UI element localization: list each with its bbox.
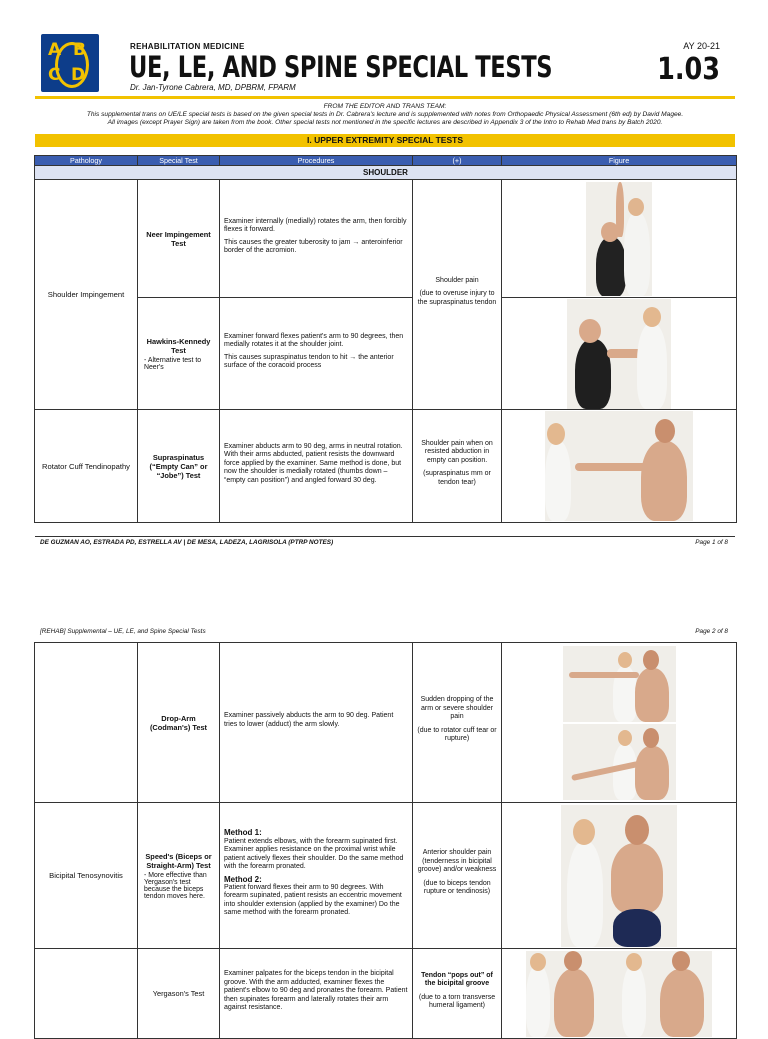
test-cell (138, 949, 220, 1039)
test-name: Speed's (Biceps or Straight-Arm) Test (145, 851, 212, 870)
pathology-cell (35, 949, 138, 1039)
positive-text: Sudden dropping of the arm or severe shoulder pain (420, 696, 494, 721)
running-header-right: Page 2 of 8 (695, 628, 728, 635)
drop-arm-photo-b (563, 724, 676, 800)
table-header-row (35, 156, 737, 166)
procedure-cell (220, 298, 413, 410)
procedure-text: Patient forward flexes their arm to 90 degrees. With forearm supinated, patient resists an eccentric movement into shoulder extension (applied by the examiner) Do the same method with the forearm pronated. (224, 883, 402, 917)
editor-line-1: This supplemental trans on UE/LE special tests is based on the given special tests in Dr. Cabrera's lecture and is supplemented with notes from Orthopaedic Physical Assessment (6th ed) by David Magee. (86, 111, 684, 118)
footer-page: Page 1 of 8 (695, 539, 728, 546)
test-cell (138, 298, 220, 410)
method-2-title: Method 2: (224, 874, 262, 884)
positive-text: (due to biceps tendon rupture or tendinosis) (423, 879, 491, 896)
col-header-procedures: Procedures (220, 156, 413, 166)
page-gap (0, 556, 768, 618)
test-name: Hawkins-Kennedy Test (146, 336, 211, 355)
hawkins-test-photo (567, 299, 671, 409)
procedure-cell (220, 643, 413, 803)
footer-divider (35, 536, 735, 537)
logo-letter: C (48, 65, 61, 85)
author-line: Dr. Jan-Tyrone Cabrera, MD, DPBRM, FPARM (130, 83, 296, 92)
positive-text: Shoulder pain when on resisted abduction in empty can position. (421, 439, 493, 464)
col-header-positive: (+) (413, 156, 502, 166)
procedure-text: Examiner internally (medially) rotates the arm, then forcibly flexes it forward. (224, 217, 407, 234)
test-name: Neer Impingement Test (146, 229, 211, 248)
procedure-text: Examiner palpates for the biceps tendon in the bicipital groove. With the arm adducted, examiner flexes the patient's elbow to 90 deg and pronates the forearm. Patient then supinates forearm and laterally rotates their arm against resistance. (224, 970, 408, 1012)
positive-cell (413, 410, 502, 523)
figure-cell (502, 803, 737, 949)
positive-text: Shoulder pain (435, 276, 479, 284)
col-header-figure: Figure (502, 156, 737, 166)
test-name: Yergason's Test (152, 989, 205, 998)
test-note: - Alternative test to Neer's (144, 356, 202, 371)
positive-cell (413, 180, 502, 410)
footer-authors: DE GUZMAN AO, ESTRADA PD, ESTRELLA AV | DE MESA, LADEZA, LAGRISOLA (PTRP NOTES) (40, 539, 334, 546)
positive-text: (supraspinatus mm or tendon tear) (423, 470, 491, 486)
header-divider (35, 96, 735, 99)
procedure-text: This causes supraspinatus tendon to hit → the anterior surface of the coracoid process (224, 353, 394, 369)
procedure-cell (220, 410, 413, 523)
positive-text: Tendon “pops out” of the bicipital groove (421, 971, 493, 988)
test-name: Supraspinatus (“Empty Can” or “Jobe”) Test (149, 452, 208, 480)
test-cell (138, 180, 220, 298)
editor-line-2: All images (except Prayer Sign) are taken from the book. Other special tests not mentioned in the specific lectures are described in Appendix 3 of the Intro to Rehab Med trans by Batch 2020. (107, 119, 663, 126)
figure-cell (502, 298, 737, 410)
procedure-text: Examiner passively abducts the arm to 90 deg. Patient tries to lower (adduct) the arm slowly. (224, 712, 394, 728)
empty-can-test-photo (545, 411, 693, 521)
shoulder-subheader (35, 166, 737, 180)
pathology-cell: Rotator Cuff Tendinopathy (35, 410, 138, 523)
col-header-pathology: Pathology (35, 156, 138, 166)
logo-letter: A (48, 40, 62, 60)
procedure-cell (220, 803, 413, 949)
positive-text: Anterior shoulder pain (tenderness in bicipital groove) and/or weakness (417, 849, 497, 874)
test-name: Drop-Arm (Codman's) Test (149, 713, 208, 732)
trans-number: 1.03 (657, 52, 720, 87)
figure-cell (502, 180, 737, 298)
positive-cell (413, 949, 502, 1039)
positive-text: (due to rotator cuff tear or rupture) (417, 726, 497, 743)
pathology-cell: Bicipital Tenosynovitis (35, 803, 138, 949)
test-note: - More effective than Yergason's test because the biceps tendon moves here. (144, 871, 207, 900)
figure-cell (502, 410, 737, 523)
pathology-cell (35, 643, 138, 803)
neer-test-photo (586, 182, 652, 296)
page-title: UE, LE, AND SPINE SPECIAL TESTS (129, 50, 553, 84)
procedure-text: Examiner abducts arm to 90 deg, arms in neutral rotation. With their arms abducted, patient resists the downward force applied by the examiner. Same method is done, but now the shoulder is medially rotated (thumbs down – “empty can position”) and angled forward 30 deg. (224, 442, 403, 484)
table-row (35, 643, 737, 803)
table-row (35, 803, 737, 949)
procedure-text: Patient extends elbows, with the forearm supinated first. Examiner applies resistance on the proximal wrist while patient actively flexes their shoulder. Do the same method with the forearm pronated. (224, 837, 404, 871)
test-cell (138, 410, 220, 523)
procedure-cell (220, 949, 413, 1039)
editor-heading: FROM THE EDITOR AND TRANS TEAM: (323, 103, 447, 110)
procedure-text: Examiner forward flexes patient's arm to 90 degrees, then medially rotates it at the shoulder joint. (224, 332, 404, 349)
department-label: REHABILITATION MEDICINE (130, 42, 245, 51)
special-tests-table-page2 (34, 642, 737, 1039)
positive-cell (413, 803, 502, 949)
table-row (35, 180, 737, 298)
subheader-label: SHOULDER (35, 166, 737, 180)
special-tests-table-page1 (34, 155, 737, 523)
test-cell (138, 643, 220, 803)
academic-year: AY 20-21 (683, 41, 720, 51)
positive-text: (due to overuse injury to the supraspinatus tendon (417, 290, 497, 306)
speeds-test-photo (561, 805, 677, 947)
logo-letter: D (71, 65, 86, 85)
abcd-logo (41, 34, 99, 92)
method-1-title: Method 1: (224, 828, 262, 838)
table-row (35, 949, 737, 1039)
test-cell (138, 803, 220, 949)
logo-letter: B (73, 40, 86, 60)
positive-cell (413, 643, 502, 803)
procedure-text: This causes the greater tuberosity to jam → anteroinferior border of the acromion. (224, 238, 403, 254)
pathology-cell: Shoulder Impingement (35, 180, 138, 410)
table-row (35, 410, 737, 523)
section-heading: I. UPPER EXTREMITY SPECIAL TESTS (35, 134, 735, 147)
col-header-test: Special Test (138, 156, 220, 166)
table-row (35, 298, 737, 410)
drop-arm-photo-a (563, 646, 676, 722)
positive-text: (due to a torn transverse humeral ligament) (418, 993, 496, 1009)
figure-cell (502, 643, 737, 803)
running-header-left: [REHAB] Supplemental – UE, LE, and Spine Special Tests (40, 628, 206, 635)
figure-cell (502, 949, 737, 1039)
procedure-cell (220, 180, 413, 298)
